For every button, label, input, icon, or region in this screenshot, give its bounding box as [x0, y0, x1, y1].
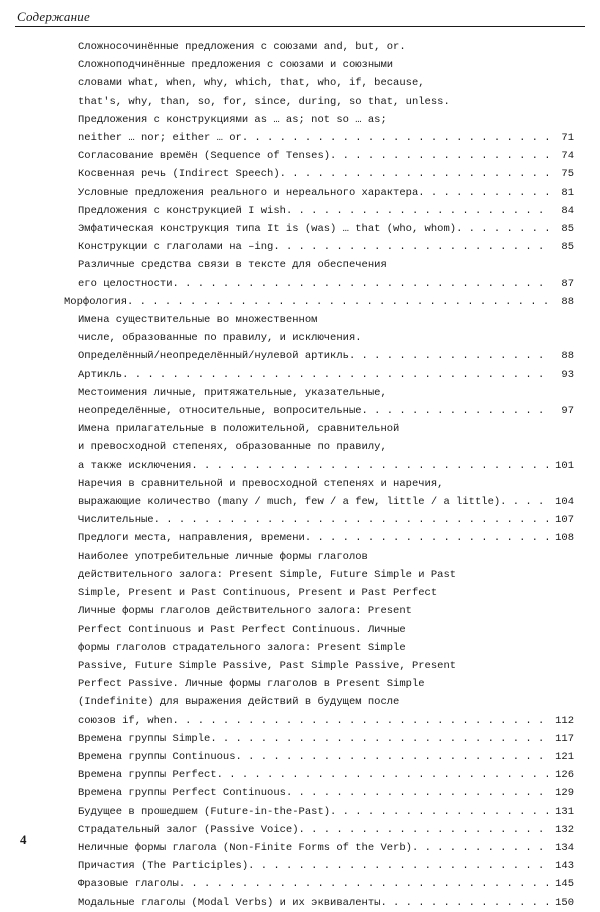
running-header	[15, 6, 585, 27]
toc-entry	[64, 202, 574, 220]
toc-page-number: 74	[561, 150, 574, 163]
toc-entry-text: Будущее в прошедшем (Future-in-the-Past)	[78, 805, 331, 818]
toc-entry-line	[78, 238, 574, 256]
toc-page-number: 131	[555, 805, 574, 818]
toc-page-number: 150	[555, 896, 574, 909]
toc-page-number: 93	[561, 368, 574, 381]
toc-entry-line	[78, 712, 574, 730]
toc-entry	[64, 748, 574, 766]
dot-leader	[191, 457, 548, 475]
dot-leader	[305, 529, 548, 547]
toc-entry-text: Фразовые глаголы	[78, 878, 179, 891]
dot-leader	[330, 147, 548, 165]
toc-entry-text: Времена группы Continuous	[78, 750, 236, 763]
toc-page-number: 84	[561, 204, 574, 217]
toc-page-number: 71	[561, 132, 574, 145]
toc-entry	[64, 839, 574, 857]
dot-leader	[127, 293, 548, 311]
toc-entry-text: Passive, Future Simple Passive, Past Simple Passive, Present	[78, 659, 457, 672]
toc-entry-text: Времена группы Perfect Continuous	[78, 787, 286, 800]
toc-entry-text: Причастия (The Participles)	[78, 860, 249, 873]
toc-entry	[64, 803, 574, 821]
table-of-contents	[64, 38, 574, 912]
toc-entry-text: Эмфатическая конструкция типа It is (was) … that (who, whom)	[78, 223, 457, 236]
toc-page-number: 104	[555, 496, 574, 509]
toc-page-number: 81	[561, 186, 574, 199]
dot-leader	[179, 875, 548, 893]
toc-entry-line	[78, 875, 574, 893]
dot-leader	[273, 238, 548, 256]
toc-entry-text: выражающие количество (many / much, few / a few, little / a little)	[78, 496, 501, 509]
toc-entry-text: Определённый/неопределённый/нулевой артикль	[78, 350, 349, 363]
toc-entry-text: Неличные формы глагола (Non-Finite Forms of the Verb)	[78, 841, 412, 854]
toc-entry-text: а также исключения	[78, 459, 192, 472]
toc-entry	[64, 894, 574, 912]
toc-entry-line	[78, 165, 574, 183]
toc-page-number: 85	[561, 241, 574, 254]
dot-leader	[217, 766, 548, 784]
toc-entry-line	[78, 147, 574, 165]
toc-entry-line	[78, 821, 574, 839]
toc-entry-text: и превосходной степенях, образованные по правилу,	[78, 441, 387, 454]
toc-entry-line	[78, 894, 574, 912]
toc-page-number: 132	[555, 823, 574, 836]
dot-leader	[349, 347, 548, 365]
toc-entry-text: числе, образованные по правилу, и исключения.	[78, 332, 362, 345]
toc-page-number: 121	[555, 750, 574, 763]
toc-entry-text: Различные средства связи в тексте для обеспечения	[78, 259, 387, 272]
toc-entry-text: Числительные	[78, 514, 154, 527]
toc-entry	[64, 875, 574, 893]
toc-entry	[64, 256, 574, 292]
toc-entry	[64, 184, 574, 202]
toc-entry-text: Perfect Continuous и Past Perfect Continuous. Личные	[78, 623, 406, 636]
dot-leader	[173, 275, 548, 293]
toc-entry-text: Морфология	[64, 295, 128, 308]
toc-entry-line	[78, 184, 574, 202]
toc-entry-text: Модальные глаголы (Modal Verbs) и их эквиваленты	[78, 896, 381, 909]
toc-entry-line	[78, 839, 574, 857]
toc-entry-line	[78, 748, 574, 766]
toc-entry-text: Конструкции с глаголами на –ing	[78, 241, 274, 254]
toc-entry-line	[78, 402, 574, 420]
toc-section-entry	[64, 293, 574, 311]
toc-entry-line	[78, 493, 574, 511]
toc-page-number: 129	[555, 787, 574, 800]
dot-leader	[122, 366, 548, 384]
toc-page-number: 75	[561, 168, 574, 181]
toc-page-number: 143	[555, 860, 574, 873]
toc-entry-text: Согласование времён (Sequence of Tenses)	[78, 150, 331, 163]
toc-entry-text: Имена существительные во множественном	[78, 314, 318, 327]
dot-leader	[286, 202, 548, 220]
toc-page-number: 112	[555, 714, 574, 727]
toc-entry-text: Личные формы глаголов действительного залога: Present	[78, 605, 412, 618]
dot-leader	[248, 857, 548, 875]
toc-entry	[64, 165, 574, 183]
toc-entry-line	[78, 457, 574, 475]
dot-leader	[154, 511, 548, 529]
dot-leader	[500, 493, 548, 511]
toc-entry-line	[78, 730, 574, 748]
toc-entry-text: Имена прилагательные в положительной, сравнительной	[78, 423, 400, 436]
dot-leader	[280, 165, 548, 183]
toc-page-number: 126	[555, 769, 574, 782]
toc-entry-line	[78, 803, 574, 821]
toc-entry-text: Наречия в сравнительной и превосходной степенях и наречия,	[78, 477, 444, 490]
toc-entry-text: Предложения с конструкциями as … as; not so … as;	[78, 113, 387, 126]
toc-entry-line	[78, 202, 574, 220]
toc-entry	[64, 766, 574, 784]
toc-entry-line	[64, 293, 574, 311]
toc-entry	[64, 384, 574, 420]
toc-entry-text: (Indefinite) для выражения действий в будущем после	[78, 696, 400, 709]
toc-entry-text: Косвенная речь (Indirect Speech)	[78, 168, 280, 181]
toc-entry-text: его целостности	[78, 277, 173, 290]
toc-entry-text: Сложносочинённые предложения с союзами and, but, or.	[78, 41, 406, 53]
toc-entry-line	[78, 784, 574, 802]
toc-entry-line	[78, 511, 574, 529]
dot-leader	[418, 184, 548, 202]
toc-entry	[64, 548, 574, 730]
toc-entry	[64, 38, 574, 147]
dot-leader	[173, 712, 548, 730]
toc-entry	[64, 784, 574, 802]
toc-entry	[64, 475, 574, 511]
toc-page-number: 117	[555, 732, 574, 745]
dot-leader	[412, 839, 548, 857]
dot-leader	[362, 402, 548, 420]
toc-entry-text: Предлоги места, направления, времени	[78, 532, 305, 545]
dot-leader	[330, 803, 548, 821]
toc-entry-text: Условные предложения реального и нереального характера	[78, 186, 419, 199]
toc-entry	[64, 511, 574, 529]
toc-entry	[64, 147, 574, 165]
toc-entry-text: that's, why, than, so, for, since, during, so that, unless.	[78, 95, 450, 108]
toc-page-number: 88	[561, 350, 574, 363]
toc-entry-line	[78, 220, 574, 238]
toc-page-number: 87	[561, 277, 574, 290]
toc-entry-text: Simple, Present и Past Continuous, Present и Past Perfect	[78, 587, 438, 600]
toc-entry	[64, 821, 574, 839]
toc-entry	[64, 220, 574, 238]
toc-entry-text: Артикль	[78, 368, 123, 381]
toc-entry-line	[78, 275, 574, 293]
dot-leader	[299, 821, 548, 839]
toc-entry-text: Perfect Passive. Личные формы глаголов в Present Simple	[78, 678, 425, 691]
dot-leader	[456, 220, 548, 238]
toc-entry	[64, 238, 574, 256]
toc-entry-line	[78, 129, 574, 147]
toc-page-number: 108	[555, 532, 574, 545]
toc-entry-text: действительного залога: Present Simple, Future Simple и Past	[78, 568, 457, 581]
toc-entry-text: Предложения с конструкцией I wish	[78, 204, 286, 217]
toc-page-number: 145	[555, 878, 574, 891]
dot-leader	[242, 129, 548, 147]
dot-leader	[286, 784, 548, 802]
toc-entry-line	[78, 366, 574, 384]
page-number: 4	[20, 832, 27, 847]
toc-entry-text: словами what, when, why, which, that, who, if, because,	[78, 77, 425, 90]
toc-entry	[64, 730, 574, 748]
toc-entry-text: Страдательный залог (Passive Voice)	[78, 823, 299, 836]
toc-page-number: 97	[561, 405, 574, 418]
toc-entry-line	[78, 529, 574, 547]
dot-leader	[210, 730, 548, 748]
toc-page-number: 107	[555, 514, 574, 527]
toc-page-number: 85	[561, 223, 574, 236]
toc-entry-text: Местоимения личные, притяжательные, указательные,	[78, 386, 387, 399]
toc-page-number: 134	[555, 841, 574, 854]
dot-leader	[380, 894, 548, 912]
toc-entry	[64, 857, 574, 875]
header-title: Содержание	[17, 9, 90, 24]
toc-entry	[64, 420, 574, 475]
toc-entry-line	[78, 766, 574, 784]
toc-entry-text: neither … nor; either … or	[78, 132, 242, 145]
toc-entry-text: неопределённые, относительные, вопросительные	[78, 405, 362, 418]
toc-entry	[64, 366, 574, 384]
toc-entry-text: формы глаголов страдательного залога: Present Simple	[78, 641, 406, 654]
toc-entry-text: Сложноподчинённые предложения с союзами и союзными	[78, 59, 394, 72]
dot-leader	[236, 748, 548, 766]
toc-entry-text: Времена группы Simple	[78, 732, 211, 745]
toc-entry-text: Времена группы Perfect	[78, 769, 217, 782]
toc-entry-line	[78, 347, 574, 365]
toc-entry	[64, 311, 574, 366]
toc-page-number: 101	[555, 459, 574, 472]
toc-page-number: 88	[561, 295, 574, 308]
toc-entry-text: Наиболее употребительные личные формы глаголов	[78, 550, 368, 563]
toc-entry-line	[78, 857, 574, 875]
toc-entry-text: союзов if, when	[78, 714, 173, 727]
toc-entry	[64, 529, 574, 547]
